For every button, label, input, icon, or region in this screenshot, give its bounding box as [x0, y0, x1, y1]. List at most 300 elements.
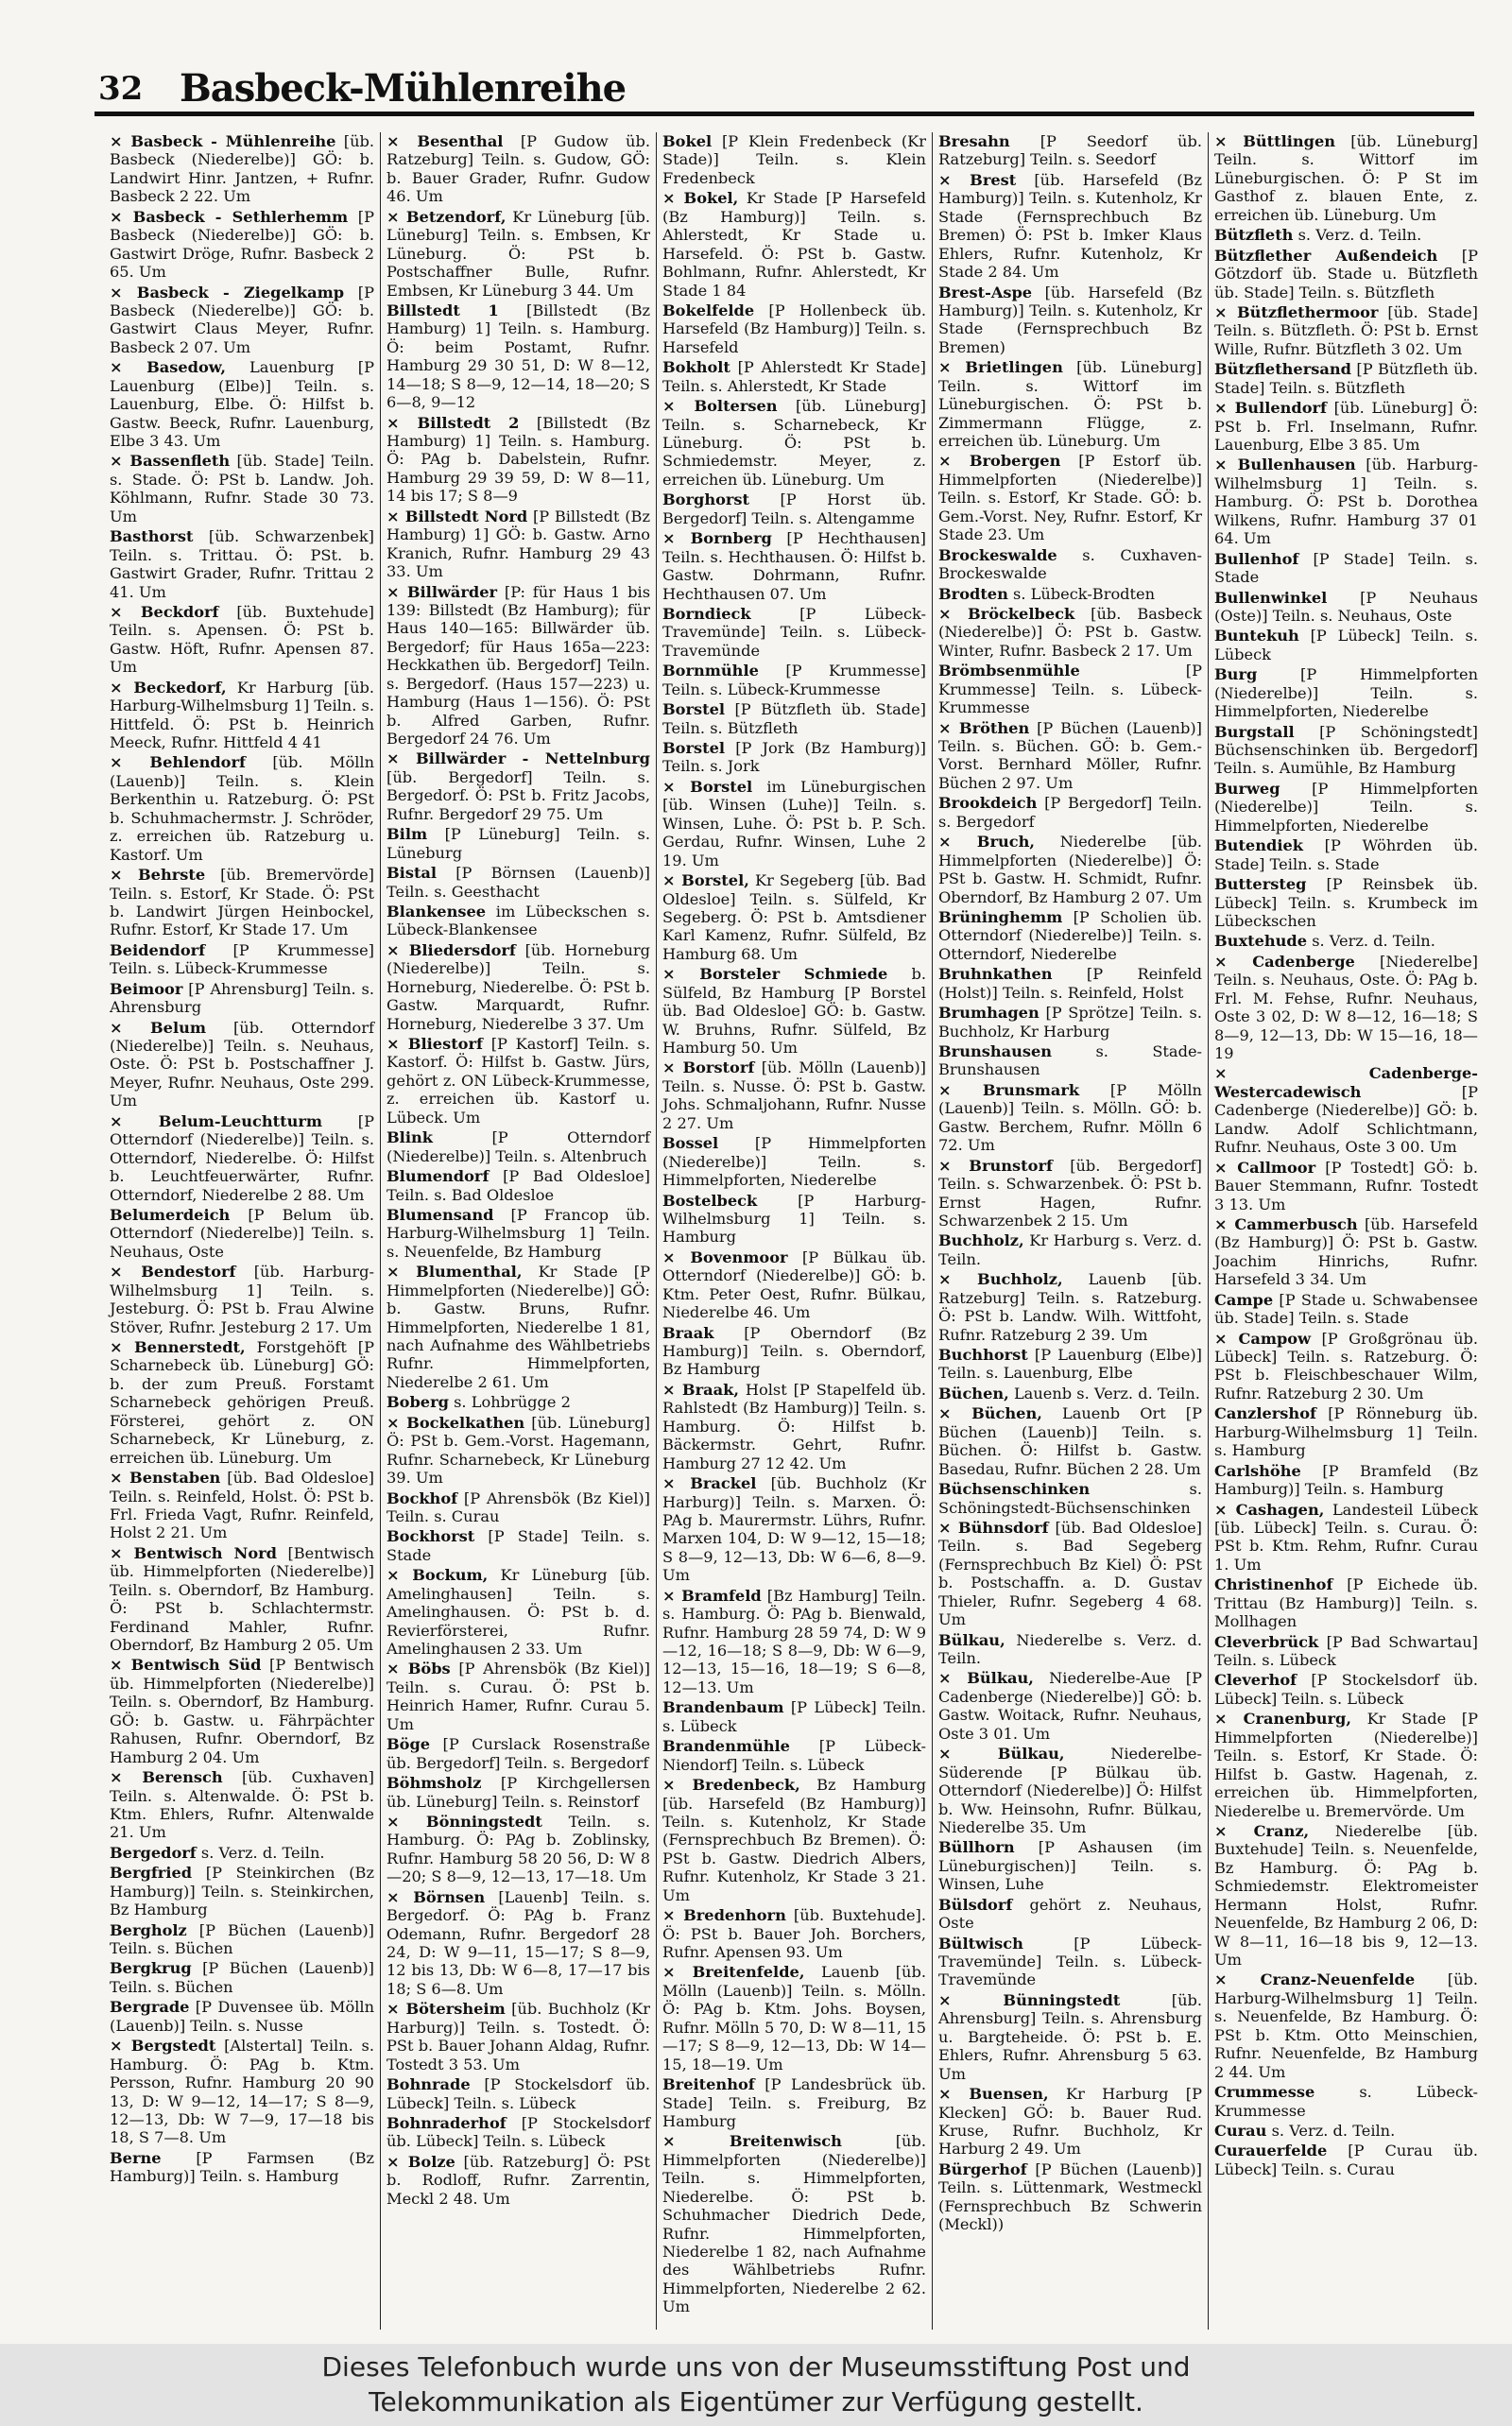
directory-entry: [387, 1774, 650, 1811]
entry-heading: Borndieck: [662, 604, 751, 623]
entry-text: [P Ahrensbök (Bz Kiel)] Teiln. s. Curau: [387, 1488, 650, 1525]
entry-text: [P Lauenburg (Elbe)] Teiln. s. Lauenburg, Elbe: [938, 1346, 1202, 1383]
directory-entry: [662, 1776, 926, 1904]
entry-heading: Brest-Aspe: [938, 283, 1033, 301]
entry-text: [P Büchen (Lauenb)] Teiln. s. Büchen: [110, 1959, 374, 1996]
entry-text: [P Rönneburg üb. Harburg-Wilhelmsburg 1] Teiln. s. Hamburg: [1214, 1404, 1478, 1460]
directory-entry: [110, 132, 374, 206]
entry-heading: Bokel: [662, 132, 713, 150]
entry-heading: × Bünningstedt: [938, 1990, 1121, 2009]
directory-entry: [387, 1263, 650, 1391]
directory-entry: [387, 583, 650, 748]
directory-entry: [938, 1404, 1202, 1478]
directory-entry: [110, 2149, 374, 2186]
directory-entry: [1214, 1291, 1478, 1328]
directory-entry: [387, 1128, 650, 1165]
entry-text: [P Seedorf üb. Ratzeburg] Teiln. s. Seedorf: [938, 132, 1202, 169]
entry-heading: Berne: [110, 2148, 162, 2167]
entry-text: [P Belum üb. Otterndorf (Niederelbe)] Teiln. s. Neuhaus, Oste: [110, 1205, 374, 1261]
directory-entry: [387, 1035, 650, 1127]
entry-heading: Curauerfelde: [1214, 2142, 1328, 2160]
directory-entry: [387, 301, 650, 412]
entry-heading: × Cadenberge-Westercadewisch: [1214, 1064, 1478, 1101]
entry-text: [P Hechthausen] Teiln. s. Hechthausen. Ö: Hilfst b. Gastw. Dohrmann, Rufnr. Hechthausen 07. Um: [662, 529, 926, 603]
directory-entry: [1214, 399, 1478, 454]
entry-heading: × Bredenbeck,: [662, 1776, 800, 1795]
entry-heading: × Bliedersdorf: [387, 940, 516, 959]
entry-heading: Burweg: [1214, 779, 1280, 798]
entry-heading: × Bühnsdorf: [938, 1518, 1049, 1537]
entry-text: [üb. Buxtehude] Teiln. s. Apensen. Ö: PSt b. Gastw. Höft, Rufnr. Apensen 87. Um: [110, 602, 374, 677]
directory-entry: [938, 1157, 1202, 1230]
directory-entry: [1214, 2083, 1478, 2120]
entry-text: [P Lübeck-Travemünde] Teiln. s. Lübeck-Travemünde: [662, 604, 926, 660]
directory-entry: [110, 980, 374, 1017]
entry-heading: Bützflether Außendeich: [1214, 246, 1438, 265]
entry-text: [üb. Harburg-Wilhelmsburg 1] Teiln. s. Neuenfelde, Bz Hamburg. Ö: PSt b. Ktm. Otto Meinschien, Rufnr. Neuenfelde, Bz Hamburg 2 44. Um: [1214, 1970, 1478, 2081]
entry-heading: × Büttlingen: [1214, 132, 1336, 150]
directory-entry: [662, 1698, 926, 1735]
directory-entry: [110, 208, 374, 282]
directory-entry: [1214, 953, 1478, 1063]
entry-heading: Billstedt 1: [387, 301, 499, 319]
entry-heading: Beimoor: [110, 979, 183, 998]
entry-text: [P Otterndorf (Niederelbe)] Teiln. s. Altenbruch: [387, 1128, 650, 1165]
entry-heading: × Brest: [938, 170, 1017, 189]
directory-entry: [387, 864, 650, 901]
entry-heading: Bergkrug: [110, 1959, 192, 1978]
directory-entry: [662, 965, 926, 1057]
entry-heading: × Campow: [1214, 1329, 1312, 1348]
entry-text: [Lauenb] Teiln. s. Bergedorf. Ö: PAg b. Franz Odemann, Rufnr. Bergedorf 28 24, D: W 9—11, 15—17; S 8—9, 12 bis 13, Db: W 6—8, 17—17 bis 18; S 6—8. Um: [387, 1887, 650, 1998]
entry-text: [Billstedt (Bz Hamburg) 1] Teiln. s. Hamburg. Ö: beim Postamt, Rufnr. Hamburg 29 30 51, D: W 8—12, 14—18; S 8—9, 12—14, 18—20; S 6—8, 9—12: [387, 301, 650, 412]
entry-heading: × Bröthen: [938, 718, 1030, 737]
entry-text: Kr Stade [P Harsefeld (Bz Hamburg)] Teiln. s. Ahlerstedt, Kr Stade u. Harsefeld. Ö: PSt b. Gastw. Bohlmann, Rufnr. Ahlerstedt, Kr Stade 1 84: [662, 189, 926, 300]
directory-entry: [110, 679, 374, 752]
entry-text: [P Stockelsdorf üb. Lübeck] Teiln. s. Lübeck: [1214, 1671, 1478, 1708]
entry-text: [P Landesbrück üb. Stade] Teiln. s. Freiburg, Bz Hamburg: [662, 2075, 926, 2130]
entry-heading: Braak: [662, 1323, 714, 1342]
entry-text: [üb. Stade] Teiln. s. Bützfleth. Ö: PSt b. Ernst Wille, Rufnr. Bützfleth 3 02. Um: [1214, 302, 1478, 358]
entry-text: Niederelbe-Süderende [P Bülkau üb. Otterndorf (Niederelbe)] Ö: Hilfst b. Ww. Heinsohn, Rufnr. Bülkau, Niederelbe 35. Um: [938, 1745, 1202, 1836]
entry-heading: Blankensee: [387, 902, 487, 921]
entry-text: [üb. Cuxhaven] Teiln. s. Altenwalde. Ö: PSt b. Ktm. Ehlers, Rufnr. Altenwalde 21. Um: [110, 1768, 374, 1842]
entry-heading: × Brunstorf: [938, 1156, 1053, 1175]
directory-entry: [662, 1381, 926, 1472]
entry-text: Lauenb [üb. Mölln (Lauenb)] Teiln. s. Mölln. Ö: PAg b. Ktm. Johs. Boysen, Rufnr. Mölln 5 70, D: W 8—11, 15—17; S 8—9, 12—13, Db: W 14—15, 18—19. Um: [662, 1963, 926, 2073]
entry-text: s. Verz. d. Teiln.: [1312, 932, 1435, 951]
entry-text: [Bz Hamburg] Teiln. s. Hamburg. Ö: PAg b. Bienwald, Rufnr. Hamburg 28 59 74, D: W 9—12, 16—18; S 8—9, Db: W 6—9, 12—13, 15—16, 18—19; S 6—8, 12—13. Um: [662, 1586, 926, 1696]
directory-entry: [1214, 1462, 1478, 1499]
entry-heading: Bornmühle: [662, 662, 759, 680]
entry-heading: Burg: [1214, 665, 1258, 684]
entry-text: Kr Harburg [P Klecken] GÖ: b. Bauer Rud. Kruse, Rufnr. Buchholz, Kr Harburg 2 49. Um: [938, 2085, 1202, 2159]
entry-text: [P Bützfleth üb. Stade] Teiln. s. Bützfleth: [662, 700, 926, 737]
entry-text: s. Schöningstedt-Büchsenschinken: [938, 1480, 1202, 1517]
entry-text: Kr Lüneburg [üb. Lüneburg] Teiln. s. Embsen, Kr Lüneburg. Ö: PSt b. Postschaffner Bulle, Rufnr. Embsen, Kr Lüneburg 3 44. Um: [387, 207, 650, 300]
entry-heading: Bülkau,: [938, 1630, 1005, 1649]
entry-heading: Bostelbeck: [662, 1191, 758, 1210]
directory-entry: [662, 662, 926, 698]
directory-entry: [110, 1959, 374, 1996]
directory-entry: [662, 1192, 926, 1247]
entry-text: [üb. Stade] Teiln. s. Stade. Ö: PSt b. Landw. Joh. Köhlmann, Rufnr. Stade 30 73. Um: [110, 452, 374, 525]
entry-text: [P Estorf üb. Himmelpforten (Niederelbe)] Teiln. s. Estorf, Kr Stade. GÖ: b. Gem.-Vorst. Ney, Rufnr. Estorf, Kr Stade 23. Um: [938, 452, 1202, 544]
entry-text: Forstgehöft [P Scharnebeck üb. Lüneburg] GÖ: b. der zum Preuß. Forstamt Scharnebeck gehörigen Preuß. Försterei, gehört z. ON Scharnebeck, Kr Lüneburg, z. erreichen üb. Lüneburg. Um: [110, 1338, 374, 1467]
entry-heading: Buchhorst: [938, 1346, 1028, 1364]
directory-entry: [110, 603, 374, 677]
entry-heading: Brömbsenmühle: [938, 662, 1080, 680]
entry-heading: × Borstorf: [662, 1058, 755, 1077]
directory-entry: [662, 700, 926, 737]
directory-entry: [1214, 589, 1478, 626]
directory-entry: [938, 1991, 1202, 2083]
entry-heading: × Boltersen: [662, 397, 778, 416]
directory-entry: [110, 1656, 374, 1766]
entry-text: [üb. Schwarzenbek] Teiln. s. Trittau. Ö: PSt. b. Gastwirt Grader, Rufnr. Trittau 2 41. Um: [110, 527, 374, 601]
entry-heading: Bützflethersand: [1214, 360, 1351, 379]
entry-heading: × Bornberg: [662, 529, 772, 548]
entry-text: Niederelbe [üb. Buxtehude] Teiln. s. Neuenfelde, Bz Hamburg. Ö: PAg b. Schmiedemstr. Elektromeister Hermann Holst, Rufnr. Neuenfelde, Bz Hamburg 2 06, D: W 8—11, 16—18 bis 9, 12—13. Um: [1214, 1821, 1478, 1969]
entry-heading: Bützfleth: [1214, 226, 1294, 245]
entry-heading: × Belum-Leuchtturm: [110, 1111, 323, 1130]
directory-entry: [1214, 836, 1478, 873]
entry-text: s. Verz. d. Teiln.: [200, 1843, 325, 1862]
entry-text: [P Bergedorf] Teiln. s. Bergedorf: [938, 794, 1202, 831]
entry-heading: × Billwärder - Nettelnburg: [387, 749, 650, 768]
entry-heading: × Basbeck - Ziegelkamp: [110, 283, 345, 301]
directory-entry: [387, 1206, 650, 1261]
directory-entry: [662, 1134, 926, 1189]
entry-heading: × Cranz,: [1214, 1821, 1310, 1840]
directory-entry: [1214, 723, 1478, 778]
entry-text: [üb. Lüneburg] Teiln. s. Scharnebeck, Kr Lüneburg. Ö: PSt b. Schmiedemstr. Meyer, z. erreichen üb. Lüneburg. Um: [662, 397, 926, 489]
directory-entry: [938, 1838, 1202, 1893]
entry-text: [P Lübeck] Teiln. s. Lübeck: [662, 1698, 926, 1735]
entry-heading: × Beckdorf: [110, 602, 219, 621]
entry-text: [P Klein Fredenbeck (Kr Stade)] Teiln. s. Klein Fredenbeck: [662, 132, 926, 187]
directory-entry: [387, 2000, 650, 2073]
entry-heading: Belumerdeich: [110, 1205, 231, 1224]
directory-entry: [938, 1270, 1202, 1344]
entry-heading: Carlshöhe: [1214, 1461, 1301, 1480]
entry-text: [üb. Bremervörde] Teiln. s. Estorf, Kr Stade. Ö: PSt b. Landwirt Jürgen Heinbockel, Rufnr. Estorf, Kr Stade 17. Um: [110, 866, 374, 939]
entry-heading: Brookdeich: [938, 794, 1038, 813]
entry-heading: Büchsenschinken: [938, 1480, 1091, 1499]
directory-entry: [387, 2114, 650, 2151]
entry-heading: Brandenbaum: [662, 1698, 784, 1717]
entry-heading: Bergfried: [110, 1864, 193, 1883]
directory-entry: [387, 1735, 650, 1772]
directory-entry: [938, 1346, 1202, 1383]
directory-entry: [662, 1324, 926, 1379]
entry-text: Niederelbe [üb. Himmelpforten (Niederelbe)] Ö: PSt b. Gastw. H. Schmidt, Rufnr. Oberndorf, Bz Hamburg 2 07. Um: [938, 833, 1202, 906]
entry-heading: Bullenwinkel: [1214, 588, 1328, 607]
entry-text: Landesteil Lübeck [üb. Lübeck] Teiln. s. Curau. Ö: PSt b. Ktm. Rehm, Rufnr. Curau 1. Um: [1214, 1500, 1478, 1574]
entry-text: Lauenb Ort [P Büchen (Lauenb)] Teiln. s. Büchen. Ö: Hilfst b. Gastw. Basedau, Rufnr. Büchen 2 28. Um: [938, 1404, 1202, 1478]
entry-text: s. Lübeck-Krummesse: [1214, 2083, 1478, 2120]
entry-heading: Bistal: [387, 864, 438, 883]
directory-column-4: [932, 132, 1208, 2330]
entry-text: [üb. Basbeck (Niederelbe)] GÖ: b. Landwirt Hinr. Jantzen, + Rufnr. Basbeck 2 22. Um: [110, 132, 374, 206]
entry-heading: × Cadenberge: [1214, 952, 1355, 971]
entry-heading: Bohnrade: [387, 2075, 471, 2094]
directory-entry: [938, 585, 1202, 603]
entry-heading: Breitenhof: [662, 2075, 755, 2094]
entry-heading: × Borstel: [662, 777, 753, 796]
entry-text: [P Bülkau üb. Otterndorf (Niederelbe)] GÖ: b. Ktm. Peter Oest, Rufnr. Bülkau, Niederelbe 46. Um: [662, 1247, 926, 1322]
entry-heading: Brüninghemm: [938, 907, 1063, 926]
directory-entry: [1214, 1215, 1478, 1289]
entry-text: [Alstertal] Teiln. s. Hamburg. Ö: PAg b. Ktm. Persson, Rufnr. Hamburg 20 90 13, D: W 9—12, 14—17; S 8—9, 12—13, Db: W 7—9, 17—18 bis 18, S 7—8. Um: [110, 2037, 374, 2147]
entry-text: [P Wöhrden üb. Stade] Teiln. s. Stade: [1214, 836, 1478, 873]
entry-heading: Bürgerhof: [938, 2159, 1027, 2178]
directory-entry: [1214, 1970, 1478, 2081]
entry-text: [P Lüneburg] Teiln. s. Lüneburg: [387, 825, 650, 862]
entry-heading: Bockhorst: [387, 1527, 475, 1546]
directory-entry: [662, 490, 926, 527]
entry-heading: × Bützflethermoor: [1214, 302, 1379, 321]
entry-text: [P Ahlerstedt Kr Stade] Teiln. s. Ahlerstedt, Kr Stade: [662, 358, 926, 395]
entry-heading: × Bötersheim: [387, 2000, 506, 2019]
directory-entry: [938, 605, 1202, 660]
entry-heading: × Bülkau,: [938, 1669, 1034, 1688]
entry-text: [P Eichede üb. Trittau (Bz Hamburg)] Teiln. s. Mollhagen: [1214, 1575, 1478, 1631]
directory-entry: [387, 132, 650, 206]
entry-text: s. Cuxhaven-Brockeswalde: [938, 545, 1202, 583]
entry-text: [üb. Basbeck (Niederelbe)] Ö: PSt b. Gastw. Winter, Rufnr. Basbeck 2 17. Um: [938, 604, 1202, 660]
entry-text: [P Büchen (Lauenb)] Teiln. s. Büchen: [110, 1920, 374, 1957]
directory-entry: [938, 1669, 1202, 1743]
directory-entry: [938, 2085, 1202, 2159]
entry-heading: Bergholz: [110, 1920, 187, 1939]
directory-entry: [387, 1393, 650, 1411]
entry-heading: Christinenhof: [1214, 1575, 1333, 1594]
entry-text: [P Harburg-Wilhelmsburg 1] Teiln. s. Hamburg: [662, 1191, 926, 1247]
entry-text: [üb. Mölln (Lauenb)] Teiln. s. Nusse. Ö: PSt b. Gastw. Johs. Schmaljohann, Rufnr. Nusse 2 27. Um: [662, 1058, 926, 1132]
directory-entry: [938, 1004, 1202, 1041]
entry-text: [P Sprötze] Teiln. s. Buchholz, Kr Harburg: [938, 1004, 1202, 1041]
entry-heading: Bossel: [662, 1134, 719, 1153]
directory-entry: [1214, 780, 1478, 834]
entry-text: [P Büchen (Lauenb)] Teiln. s. Büchen. GÖ: b. Gem.-Vorst. Bernhard Möller, Rufnr. Büchen 2 97. Um: [938, 718, 1202, 792]
directory-entry: [662, 739, 926, 776]
directory-entry: [387, 414, 650, 506]
directory-entry: [938, 794, 1202, 831]
directory-entry: [387, 2075, 650, 2112]
entry-text: Bz Hamburg [üb. Harsefeld (Bz Hamburg)] Teiln. s. Kutenholz, Kr Stade (Fernsprechbuch Bz Bremen). Ö: PSt b. Gastw. Diedrich Albers, Rufnr. Kutenholz, Kr Stade 3 21. Um: [662, 1776, 926, 1904]
entry-text: [P Ahrensbök (Bz Kiel)] Teiln. s. Curau. Ö: PSt b. Heinrich Hamer, Rufnr. Curau 5. Um: [387, 1660, 650, 1733]
directory-entry: [1214, 303, 1478, 358]
entry-text: [P Cadenberge (Niederelbe)] GÖ: b. Landw. Adolf Schlichtmann, Rufnr. Neuhaus, Oste 3 00. Um: [1214, 1082, 1478, 1157]
directory-entry: [662, 1906, 926, 1961]
entry-heading: × Bovenmoor: [662, 1247, 788, 1266]
entry-text: im Lüneburgischen [üb. Winsen (Luhe)] Teiln. s. Winsen, Luhe. Ö: PSt b. P. Sch. Gerdau, Rufnr. Winsen, Luhe 2 19. Um: [662, 777, 926, 869]
entry-text: [P Oberndorf (Bz Hamburg)] Teiln. s. Oberndorf, Bz Hamburg: [662, 1323, 926, 1379]
directory-entry: [1214, 627, 1478, 663]
directory-entry: [662, 871, 926, 963]
entry-text: [P Reinfeld (Holst)] Teiln. s. Reinfeld, Holst: [938, 965, 1202, 1002]
entry-heading: × Brackel: [662, 1474, 757, 1493]
directory-entry: [110, 527, 374, 601]
entry-text: [üb. Harsefeld (Bz Hamburg)] Teiln. s. Kutenholz, Kr Stade (Fernsprechbuch Bz Bremen) Ö: PSt b. Imker Klaus Ehlers, Rufnr. Kutenholz, Kr Stade 2 84. Um: [938, 170, 1202, 282]
entry-heading: Bergrade: [110, 1998, 190, 2017]
entry-heading: × Bokel,: [662, 189, 739, 208]
entry-heading: Brunshausen: [938, 1042, 1053, 1060]
entry-text: [P Curslack Rosenstraße üb. Bergedorf] Teiln. s. Bergedorf: [387, 1735, 650, 1772]
entry-text: [P Steinkirchen (Bz Hamburg)] Teiln. s. Steinkirchen, Bz Hamburg: [110, 1864, 374, 1919]
directory-entry: [387, 749, 650, 823]
entry-text: [P Lübeck] Teiln. s. Lübeck: [1214, 627, 1478, 663]
entry-heading: × Cranz-Neuenfelde: [1214, 1970, 1416, 1989]
entry-text: [üb. Bergedorf] Teiln. s. Bergedorf. Ö: PSt b. Fritz Jacobs, Rufnr. Bergedorf 29 75. Um: [387, 767, 650, 823]
entry-text: [P Stockelsdorf üb. Lübeck] Teiln. s. Lübeck: [387, 2113, 650, 2151]
entry-text: b. Sülfeld, Bz Hamburg [P Borstel üb. Bad Oldesloe] GÖ: b. Gastw. W. Bruhns, Rufnr. Sülfeld, Bz Hamburg 50. Um: [662, 965, 926, 1057]
directory-entry: [938, 662, 1202, 716]
entry-text: Kr Harburg s. Verz. d. Teiln.: [938, 1231, 1202, 1268]
directory-entry: [662, 1737, 926, 1774]
directory-entry: [110, 1469, 374, 1542]
entry-text: [P Billstedt (Bz Hamburg) 1] GÖ: b. Gastw. Arno Kranich, Rufnr. Hamburg 29 43 33. Um: [387, 507, 650, 581]
entry-heading: × Blumenthal,: [387, 1263, 523, 1282]
entry-text: [P Bramfeld (Bz Hamburg)] Teiln. s. Hamburg: [1214, 1461, 1478, 1499]
directory-column-5: [1208, 132, 1484, 2330]
entry-heading: × Braak,: [662, 1380, 739, 1399]
directory-entry: [387, 1167, 650, 1204]
entry-text: [üb. Harburg-Wilhelmsburg 1] Teiln. s. Jesteburg. Ö: PSt b. Frau Alwine Stöver, Rufnr. Jesteburg 2 17. Um: [110, 1263, 374, 1336]
directory-entry: [938, 965, 1202, 1002]
entry-text: [P Hollenbeck üb. Harsefeld (Bz Hamburg)] Teiln. s. Harsefeld: [662, 301, 926, 356]
entry-text: [P Bützfleth üb. Stade] Teiln. s. Bützfleth: [1214, 360, 1478, 397]
entry-heading: Blumensand: [387, 1205, 494, 1224]
directory-entry: [938, 1385, 1202, 1402]
entry-text: [Bentwisch üb. Himmelpforten (Niederelbe)] Teiln. s. Oberndorf, Bz Hamburg. Ö: PSt b. Schlachtermstr. Ferdinand Mahler, Rufnr. Oberndorf, Bz Hamburg 2 05. Um: [110, 1543, 374, 1654]
directory-entry: [110, 1864, 374, 1918]
entry-text: [P Himmelpforten (Niederelbe)] Teiln. s. Himmelpforten, Niederelbe: [1214, 779, 1478, 834]
directory-entry: [662, 301, 926, 356]
directory-entry: [387, 1414, 650, 1488]
entry-heading: × Cashagen,: [1214, 1500, 1325, 1519]
entry-heading: Brodten: [938, 584, 1008, 603]
directory-entry: [662, 1058, 926, 1132]
entry-heading: × Bröckelbeck: [938, 604, 1075, 623]
entry-text: [P Bad Schwartau] Teiln. s. Lübeck: [1214, 1632, 1478, 1669]
directory-entry: [110, 753, 374, 864]
directory-entry: [938, 1042, 1202, 1079]
entry-heading: × Basedow,: [110, 358, 227, 377]
entry-heading: Bokelfelde: [662, 301, 755, 319]
entry-heading: Büchen,: [938, 1384, 1009, 1402]
entry-text: Kr Harburg [üb. Harburg-Wilhelmsburg 1] Teiln. s. Hittfeld. Ö: PSt b. Heinrich Meeck, Rufnr. Hittfeld 4 41: [110, 678, 374, 751]
entry-text: [P Schöningstedt] Büchsenschinken üb. Bergedorf] Teiln. s. Aumühle, Bz Hamburg: [1214, 722, 1478, 778]
directory-entry: [938, 1896, 1202, 1933]
directory-entry: [662, 2075, 926, 2130]
entry-text: [üb. Lüneburg] Ö: PSt b. Frl. Inselmann, Rufnr. Lauenburg, Elbe 3 85. Um: [1214, 399, 1478, 454]
entry-heading: Basthorst: [110, 527, 194, 546]
directory-entry: [938, 1631, 1202, 1668]
directory-entry: [387, 1527, 650, 1564]
entry-heading: × Bönningstedt: [387, 1812, 542, 1831]
footer-line-1: Dieses Telefonbuch wurde uns von der Museumsstiftung Post und: [321, 2351, 1191, 2383]
directory-entry: [110, 1544, 374, 1655]
directory-entry: [938, 546, 1202, 583]
entry-text: [P Ahrensburg] Teiln. s. Ahrensburg: [110, 979, 374, 1017]
directory-entry: [387, 941, 650, 1033]
directory-entry: [1214, 1064, 1478, 1156]
entry-heading: × Betzendorf,: [387, 207, 507, 226]
entry-text: [üb. Buchholz (Kr Harburg)] Teiln. s. Tostedt. Ö: PSt b. Bauer Johann Aldag, Rufnr. Tostedt 3 53. Um: [387, 2000, 650, 2073]
directory-entry: [938, 358, 1202, 450]
entry-heading: × Brietlingen: [938, 358, 1063, 377]
entry-text: [P Kastorf] Teiln. s. Kastorf. Ö: Hilfst b. Gastw. Jürs, gehört z. ON Lübeck-Krummesse, z. erreichen üb. Kastorf u. Lübeck. Um: [387, 1035, 650, 1127]
directory-entry: [1214, 1822, 1478, 1970]
entry-heading: Brandenmühle: [662, 1737, 790, 1756]
directory-entry: [1214, 665, 1478, 720]
entry-text: im Lübeckschen s. Lübeck-Blankensee: [387, 902, 650, 939]
directory-entry: [1214, 1159, 1478, 1213]
directory-entry: [1214, 1633, 1478, 1670]
entry-text: [üb. Lüneburg] Ö: PSt b. Gem.-Vorst. Hagemann, Rufnr. Scharnebeck, Kr Lüneburg 39. Um: [387, 1413, 650, 1488]
page-title: Basbeck-Mühlenreihe: [180, 66, 627, 111]
entry-text: Kr Stade [P Himmelpforten (Niederelbe)] GÖ: b. Gastw. Bruns, Rufnr. Himmelpforten, Niederelbe 1 81, nach Aufnahme des Wählbetriebs Rufnr. Himmelpforten, Niederelbe 2 61. Um: [387, 1263, 650, 1391]
directory-entry: [1214, 2122, 1478, 2140]
entry-heading: × Bentwisch Nord: [110, 1543, 277, 1562]
entry-text: [P Götzdorf üb. Stade u. Bützfleth üb. Stade] Teiln. s. Bützfleth: [1214, 246, 1478, 301]
entry-heading: × Bockum,: [387, 1566, 489, 1585]
directory-entry: [387, 2153, 650, 2208]
entry-text: Kr Stade [P Himmelpforten (Niederelbe)] Teiln. s. Estorf, Kr Stade. Ö: Hilfst b. Gastw. Hagenah, z. erreichen üb. Himmelpforten, Niederelbe u. Bremervörde. Um: [1214, 1710, 1478, 1820]
entry-text: [P Farmsen (Bz Hamburg)] Teiln. s. Hamburg: [110, 2148, 374, 2186]
directory-entry: [662, 189, 926, 300]
entry-heading: Cleverhof: [1214, 1671, 1297, 1690]
entry-heading: × Borstel,: [662, 871, 749, 890]
entry-text: [P Basbeck (Niederelbe)] GÖ: b. Gastwirt Claus Meyer, Rufnr. Basbeck 2 07. Um: [110, 283, 374, 356]
entry-text: [üb. Ahrensburg] Teiln. s. Ahrensburg u. Bargteheide. Ö: PSt b. E. Ehlers, Rufnr. Ahrensburg 5 63. Um: [938, 1990, 1202, 2083]
entry-heading: Borstel: [662, 739, 726, 757]
directory-entry: [387, 1888, 650, 1999]
directory-entry: [938, 132, 1202, 169]
entry-heading: × Bergstedt: [110, 2037, 216, 2056]
entry-text: [P Bentwisch üb. Himmelpforten (Niederelbe)] Teiln. s. Oberndorf, Bz Hamburg. GÖ: b. Gastw. u. Fährpächter Rahusen, Rufnr. Oberndorf, Bz Hamburg 2 04. Um: [110, 1656, 374, 1766]
entry-text: [P Lübeck-Travemünde] Teiln. s. Lübeck-Travemünde: [938, 1934, 1202, 1989]
directory-entry: [938, 1745, 1202, 1836]
entry-heading: Crummesse: [1214, 2083, 1315, 2102]
directory-column-2: [380, 132, 656, 2330]
entry-heading: × Bredenhorn: [662, 1906, 786, 1925]
entry-text: [üb. Harburg-Wilhelmsburg 1] Teiln. s. Hamburg. Ö: PSt b. Dorothea Wilkens, Rufnr. Hamburg 37 01 64. Um: [1214, 456, 1478, 548]
directory-entry: [387, 1489, 650, 1526]
entry-text: s. Verz. d. Teiln.: [1297, 226, 1422, 245]
entry-heading: Blumendorf: [387, 1167, 490, 1186]
entry-heading: × Bliestorf: [387, 1035, 483, 1053]
entry-text: [P Stade] Teiln. s. Stade: [387, 1527, 650, 1564]
entry-heading: Böhmsholz: [387, 1774, 482, 1793]
entry-text: [P Reinsbek üb. Lübeck] Teiln. s. Krumbeck im Lübeckschen: [1214, 875, 1478, 930]
directory-entry: [662, 132, 926, 187]
directory-entry: [387, 1813, 650, 1886]
entry-heading: × Borsteler Schmiede: [662, 965, 888, 984]
entry-text: [üb. Lüneburg] Teiln. s. Wittorf im Lüneburgischen. Ö: P St im Gasthof z. blauen Ente, z. erreichen üb. Lüneburg. Um: [1214, 132, 1478, 224]
directory-entry: [662, 1248, 926, 1322]
directory-entry: [938, 452, 1202, 543]
directory-entry: [110, 1263, 374, 1336]
entry-heading: Campe: [1214, 1290, 1274, 1309]
entry-text: [P Börnsen (Lauenb)] Teiln. s. Geesthacht: [387, 864, 650, 901]
entry-text: [üb. Harsefeld (Bz Hamburg)] Teiln. s. Kutenholz, Kr Stade (Fernsprechbuch Bz Bremen): [938, 283, 1202, 356]
entry-text: Holst [P Stapelfeld üb. Rahlstedt (Bz Hamburg)] Teiln. s. Hamburg. Ö: Hilfst b. Bäckermstr. Gehrt, Rufnr. Hamburg 27 12 42. Um: [662, 1380, 926, 1472]
entry-text: Kr Lüneburg [üb. Amelinghausen] Teiln. s. Amelinghausen. Ö: PSt b. d. Revierförsterei, Rufnr. Amelinghausen 2 33. Um: [387, 1566, 650, 1658]
directory-entry: [1214, 1575, 1478, 1630]
